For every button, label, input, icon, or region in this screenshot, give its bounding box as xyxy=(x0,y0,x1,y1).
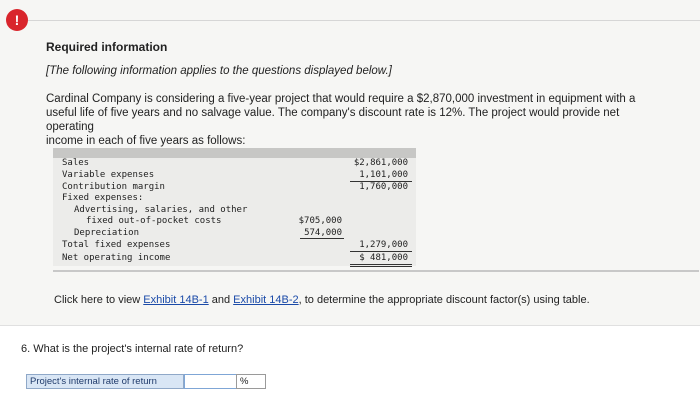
table-bottom-rule xyxy=(53,270,699,272)
row-label-advertising: Advertising, salaries, and other xyxy=(74,205,248,215)
exhibit-14b-2-link[interactable]: Exhibit 14B-2 xyxy=(233,294,299,306)
row-label-depreciation: Depreciation xyxy=(74,228,140,238)
row-label-fixed-out-of-pocket: fixed out-of-pocket costs xyxy=(86,216,222,226)
row-label-contribution-margin: Contribution margin xyxy=(62,182,165,192)
row-value-net-operating-income: $ 481,000 xyxy=(359,253,408,263)
required-info-heading: Required information xyxy=(46,40,168,54)
info-note: [The following information applies to the questions displayed below.] xyxy=(46,65,392,77)
row-inner-depreciation: 574,000 xyxy=(304,228,342,238)
exhibit-14b-1-link[interactable]: Exhibit 14B-1 xyxy=(143,294,209,306)
underline xyxy=(350,251,412,252)
row-value-sales: $2,861,000 xyxy=(353,158,408,168)
row-label-net-operating-income: Net operating income xyxy=(62,253,171,263)
double-underline-2 xyxy=(350,266,412,267)
income-table-header-bar xyxy=(53,148,416,158)
exhibit-suffix: , to determine the appropriate discount factor(s) using table. xyxy=(298,294,590,306)
question-text: 6. What is the project's internal rate of return? xyxy=(21,343,244,355)
irr-answer-input[interactable] xyxy=(184,374,236,389)
problem-line-3: income in each of five years as follows: xyxy=(46,135,246,147)
row-label-fixed-expenses: Fixed expenses: xyxy=(62,193,144,203)
problem-line-1: Cardinal Company is considering a five-year project that would require a $2,870,000 investment in equipment with a xyxy=(46,93,636,105)
row-inner-fixed-out-of-pocket: $705,000 xyxy=(298,216,342,226)
row-value-variable-expenses: 1,101,000 xyxy=(359,170,408,180)
double-underline-1 xyxy=(350,264,412,265)
row-label-total-fixed-expenses: Total fixed expenses xyxy=(62,240,171,250)
row-label-variable-expenses: Variable expenses xyxy=(62,170,155,180)
problem-line-2: useful life of five years and no salvage value. The company's discount rate is 12%. The project would provide net operating xyxy=(46,107,620,133)
exhibit-middle: and xyxy=(208,294,234,306)
underline xyxy=(300,238,344,239)
percent-unit: % xyxy=(236,374,266,389)
exhibit-prefix: Click here to view xyxy=(54,294,144,306)
divider xyxy=(28,20,700,21)
problem-text xyxy=(46,92,658,148)
irr-answer-label: Project's internal rate of return xyxy=(26,374,184,389)
exclamation-circle-icon: ! xyxy=(6,9,28,31)
row-label-sales: Sales xyxy=(62,158,90,168)
row-value-contribution-margin: 1,760,000 xyxy=(359,182,408,192)
question-panel xyxy=(0,325,700,411)
exhibit-instructions xyxy=(54,294,590,306)
row-value-total-fixed-expenses: 1,279,000 xyxy=(359,240,408,250)
